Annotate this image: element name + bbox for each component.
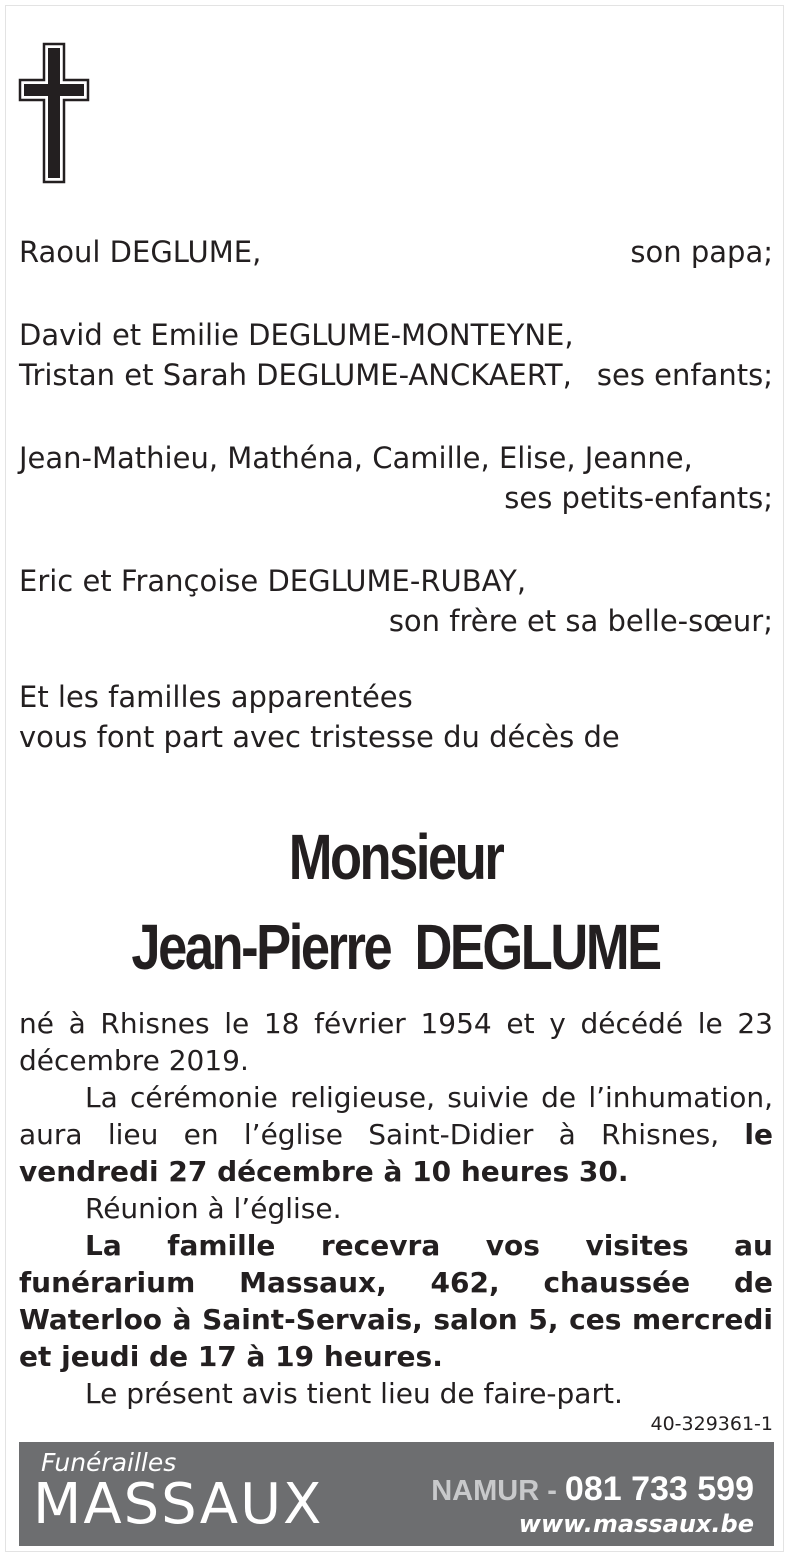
announcement-line: vous font part avec tristesse du décès de — [19, 720, 620, 754]
deceased-name: Jean-Pierre DEGLUME — [131, 911, 660, 983]
banner-funerailles: Funérailles — [41, 1448, 177, 1477]
family-list — [19, 232, 773, 757]
banner-website[interactable]: www.massaux.be — [518, 1510, 754, 1538]
banner-massaux-logo: MASSAUX — [33, 1472, 324, 1537]
family-sibling: Eric et Françoise DEGLUME-RUBAY, — [19, 564, 527, 598]
ceremony-info: La cérémonie religieuse, suivie de l’inhumation, aura lieu en l’église Saint-Didier à Rhisnes, le vendredi 27 décembre à 10 heures 30. — [19, 1081, 773, 1188]
banner-phone: NAMUR - 081 733 599 — [431, 1470, 754, 1508]
family-children-1: David et Emilie DEGLUME-MONTEYNE, — [19, 318, 574, 352]
visits-info: La famille recevra vos visites au funérarium Massaux, 462, chaussée de Waterloo à Saint-Servais, salon 5, ces mercredi et jeudi de 17 à 19 heures. — [19, 1229, 773, 1373]
reference-number: 40-329361-1 — [650, 1413, 773, 1435]
funeral-home-banner — [19, 1442, 774, 1546]
family-children-2: Tristan et Sarah DEGLUME-ANCKAERT, ses enfants; — [19, 358, 773, 392]
cross-icon — [18, 42, 90, 184]
family-sibling-role: son frère et sa belle-sœur; — [388, 604, 773, 638]
deceased-title: Monsieur — [288, 821, 503, 893]
family-related: Et les familles apparentées — [19, 680, 413, 714]
family-father: Raoul DEGLUME, son papa; — [19, 235, 773, 269]
notice-body — [19, 1005, 773, 1412]
family-grandchildren: Jean-Mathieu, Mathéna, Camille, Elise, Jeanne, — [19, 441, 693, 475]
birth-death-dates: né à Rhisnes le 18 février 1954 et y décédé le 23 décembre 2019. — [19, 1007, 773, 1077]
meeting-info: Réunion à l’église. — [85, 1192, 342, 1225]
family-grandchildren-role: ses petits-enfants; — [504, 481, 773, 515]
notice-statement: Le présent avis tient lieu de faire-part. — [85, 1377, 623, 1410]
